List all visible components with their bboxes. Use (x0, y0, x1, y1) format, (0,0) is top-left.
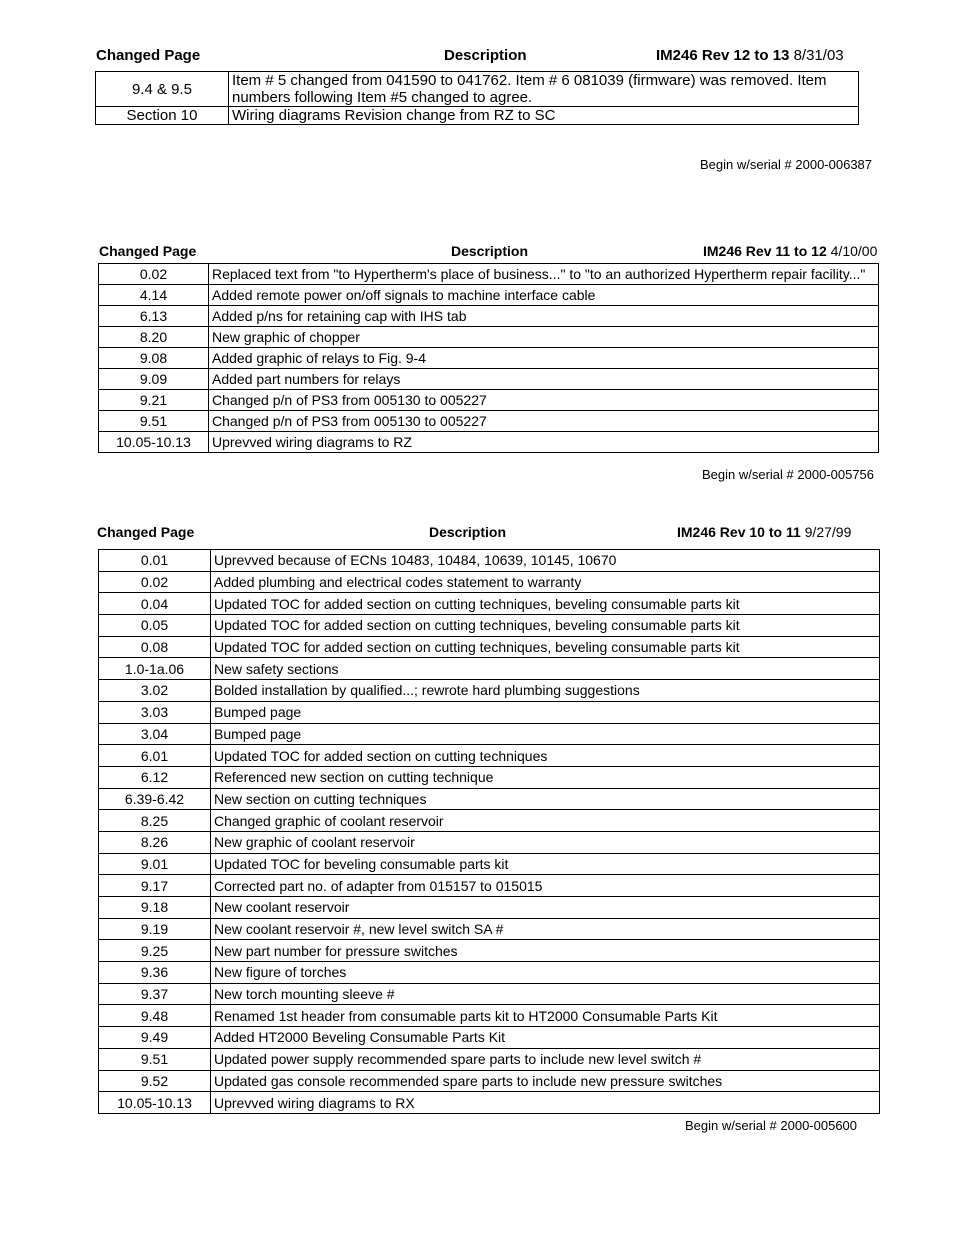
changed-page-cell: 0.02 (99, 571, 211, 593)
table-row (99, 571, 880, 593)
description-cell: Updated TOC for added section on cutting techniques, beveling consumable parts kit (211, 636, 880, 658)
table-row (99, 788, 880, 810)
table-row (99, 264, 879, 285)
changed-page-cell: 6.13 (99, 306, 209, 327)
changed-page-cell: 9.51 (99, 411, 209, 432)
revision-label: IM246 Rev 12 to 13 (656, 47, 790, 64)
changed-page-cell: 9.48 (99, 1005, 211, 1027)
description-cell: New section on cutting techniques (211, 788, 880, 810)
description-cell: Added HT2000 Beveling Consumable Parts Kit (211, 1027, 880, 1049)
revision-date: 9/27/99 (804, 524, 852, 540)
col-header-description: Description (444, 47, 527, 64)
description-cell: Replaced text from "to Hypertherm's place of business..." to "to an authorized Hypertherm repair facility..." (209, 264, 879, 285)
changed-page-cell: 6.39-6.42 (99, 788, 211, 810)
table-row (99, 897, 880, 919)
table-row (99, 940, 880, 962)
table-row (99, 658, 880, 680)
description-cell: Bumped page (211, 723, 880, 745)
changed-page-cell: 4.14 (99, 285, 209, 306)
changed-page-cell: 3.04 (99, 723, 211, 745)
changed-page-cell: 9.4 & 9.5 (96, 72, 229, 107)
description-cell: Updated gas console recommended spare parts to include new pressure switches (211, 1070, 880, 1092)
description-cell: Changed graphic of coolant reservoir (211, 810, 880, 832)
revision-label: IM246 Rev 10 to 11 (677, 524, 801, 540)
description-cell: Uprevved wiring diagrams to RZ (209, 432, 879, 453)
table-row (99, 411, 879, 432)
description-cell: Uprevved wiring diagrams to RX (211, 1092, 880, 1114)
changed-page-cell: 9.51 (99, 1048, 211, 1070)
col-header-changed-page: Changed Page (99, 243, 197, 259)
change-table (98, 263, 879, 453)
changed-page-cell: 9.17 (99, 875, 211, 897)
change-table (95, 71, 859, 125)
changed-page-cell: 3.02 (99, 680, 211, 702)
table-row (99, 831, 880, 853)
table-row (99, 1092, 880, 1114)
table-row (99, 550, 880, 572)
table-row (99, 306, 879, 327)
table-row (99, 1048, 880, 1070)
serial-note: Begin w/serial # 2000-005600 (685, 1118, 858, 1133)
changed-page-cell: 8.25 (99, 810, 211, 832)
description-cell: New coolant reservoir #, new level switch SA # (211, 918, 880, 940)
changed-page-cell: 6.12 (99, 766, 211, 788)
table-row (99, 369, 879, 390)
table-row (99, 1027, 880, 1049)
table-row (99, 593, 880, 615)
table-row (99, 962, 880, 984)
changed-page-cell: 0.01 (99, 550, 211, 572)
description-cell: Updated TOC for beveling consumable parts kit (211, 853, 880, 875)
table-row (99, 680, 880, 702)
table-row (99, 875, 880, 897)
changed-page-cell: 0.04 (99, 593, 211, 615)
changed-page-cell: 0.05 (99, 615, 211, 637)
description-cell: Renamed 1st header from consumable parts kit to HT2000 Consumable Parts Kit (211, 1005, 880, 1027)
description-cell: New graphic of chopper (209, 327, 879, 348)
description-cell: New figure of torches (211, 962, 880, 984)
description-cell: Updated TOC for added section on cutting techniques, beveling consumable parts kit (211, 593, 880, 615)
col-header-changed-page: Changed Page (97, 524, 195, 540)
change-table (98, 549, 880, 1114)
table-row (99, 636, 880, 658)
changed-page-cell: 9.37 (99, 983, 211, 1005)
description-cell: New torch mounting sleeve # (211, 983, 880, 1005)
change-table-body (99, 264, 879, 453)
revision-date: 4/10/00 (830, 243, 878, 259)
description-cell: Referenced new section on cutting technique (211, 766, 880, 788)
revision-label: IM246 Rev 11 to 12 (703, 243, 827, 259)
description-cell: Added remote power on/off signals to machine interface cable (209, 285, 879, 306)
description-cell: Uprevved because of ECNs 10483, 10484, 10639, 10145, 10670 (211, 550, 880, 572)
col-header-description: Description (429, 524, 507, 540)
changed-page-cell: Section 10 (96, 107, 229, 125)
description-cell: Added part numbers for relays (209, 369, 879, 390)
description-cell: Bumped page (211, 701, 880, 723)
revision-header (656, 47, 844, 64)
description-cell: Changed p/n of PS3 from 005130 to 005227 (209, 411, 879, 432)
col-header-changed-page: Changed Page (96, 47, 201, 64)
change-table-body (99, 550, 880, 1114)
revision-header (703, 243, 877, 259)
table-row (99, 285, 879, 306)
table-row (96, 107, 859, 125)
changed-page-cell: 9.25 (99, 940, 211, 962)
description-cell: Updated TOC for added section on cutting techniques, beveling consumable parts kit (211, 615, 880, 637)
changed-page-cell: 1.0-1a.06 (99, 658, 211, 680)
table-row (96, 72, 859, 107)
changed-page-cell: 0.08 (99, 636, 211, 658)
change-table-body (96, 72, 859, 125)
description-cell: Item # 5 changed from 041590 to 041762. Item # 6 081039 (firmware) was removed. Item numbers following Item #5 changed to agree. (229, 72, 859, 107)
table-row (99, 983, 880, 1005)
changed-page-cell: 9.01 (99, 853, 211, 875)
description-cell: New part number for pressure switches (211, 940, 880, 962)
table-row (99, 745, 880, 767)
serial-note: Begin w/serial # 2000-005756 (702, 467, 875, 482)
table-row (99, 1070, 880, 1092)
changed-page-cell: 9.09 (99, 369, 209, 390)
changed-page-cell: 0.02 (99, 264, 209, 285)
description-cell: Updated power supply recommended spare parts to include new level switch # (211, 1048, 880, 1070)
changed-page-cell: 8.20 (99, 327, 209, 348)
changed-page-cell: 9.08 (99, 348, 209, 369)
changed-page-cell: 9.36 (99, 962, 211, 984)
table-row (99, 327, 879, 348)
description-cell: Added graphic of relays to Fig. 9-4 (209, 348, 879, 369)
revision-header (677, 524, 851, 540)
changed-page-cell: 10.05-10.13 (99, 1092, 211, 1114)
description-cell: New graphic of coolant reservoir (211, 831, 880, 853)
description-cell: Added p/ns for retaining cap with IHS tab (209, 306, 879, 327)
serial-note: Begin w/serial # 2000-006387 (700, 157, 873, 172)
table-row (99, 432, 879, 453)
changed-page-cell: 9.52 (99, 1070, 211, 1092)
changed-page-cell: 9.19 (99, 918, 211, 940)
description-cell: Bolded installation by qualified...; rewrote hard plumbing suggestions (211, 680, 880, 702)
revision-date: 8/31/03 (793, 47, 844, 64)
table-row (99, 390, 879, 411)
changed-page-cell: 10.05-10.13 (99, 432, 209, 453)
changed-page-cell: 9.18 (99, 897, 211, 919)
changed-page-cell: 8.26 (99, 831, 211, 853)
description-cell: New coolant reservoir (211, 897, 880, 919)
table-row (99, 766, 880, 788)
description-cell: Updated TOC for added section on cutting techniques (211, 745, 880, 767)
changed-page-cell: 9.21 (99, 390, 209, 411)
changed-page-cell: 3.03 (99, 701, 211, 723)
description-cell: Added plumbing and electrical codes statement to warranty (211, 571, 880, 593)
description-cell: Corrected part no. of adapter from 015157 to 015015 (211, 875, 880, 897)
description-cell: New safety sections (211, 658, 880, 680)
table-row (99, 918, 880, 940)
col-header-description: Description (451, 243, 529, 259)
description-cell: Wiring diagrams Revision change from RZ to SC (229, 107, 859, 125)
table-row (99, 723, 880, 745)
table-row (99, 810, 880, 832)
table-row (99, 701, 880, 723)
table-row (99, 348, 879, 369)
description-cell: Changed p/n of PS3 from 005130 to 005227 (209, 390, 879, 411)
changed-page-cell: 9.49 (99, 1027, 211, 1049)
changed-page-cell: 6.01 (99, 745, 211, 767)
table-row (99, 853, 880, 875)
table-row (99, 1005, 880, 1027)
table-row (99, 615, 880, 637)
